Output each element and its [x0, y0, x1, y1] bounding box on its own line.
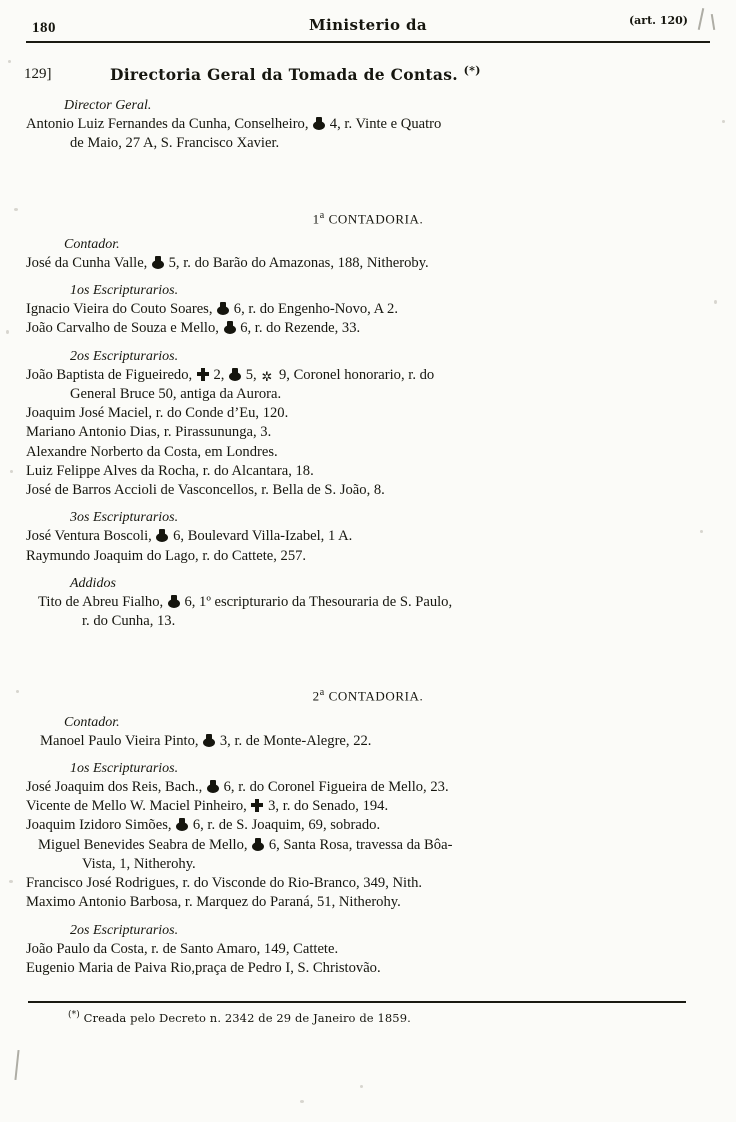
list-item: Maximo Antonio Barbosa, r. Marquez do Paraná, 51, Nitherohy.: [26, 894, 401, 911]
list-item: [24, 816, 712, 835]
entry-name: Joaquim Izidoro Simões,: [26, 817, 176, 834]
medal-icon: [313, 117, 325, 130]
role-label-director-geral: Director Geral.: [64, 98, 152, 113]
footnote-rule: [28, 1001, 686, 1003]
subsection-heading-contadoria-1: [24, 210, 712, 227]
entry-continuation: Vista, 1, Nitherohy.: [82, 855, 196, 872]
entry-detail: 6, Boulevard Villa-Izabel, 1 A.: [169, 528, 353, 545]
list-item: Luiz Felippe Alves da Rocha, r. do Alcantara, 18.: [26, 462, 314, 479]
entry-detail: 6, Santa Rosa, travessa da Bôa-: [265, 836, 453, 853]
entry-name: José Ventura Boscoli,: [26, 528, 156, 545]
medal-icon: [217, 302, 229, 315]
list-item: [24, 319, 712, 338]
list-item: [24, 732, 712, 751]
contadoria-1-ordinal: a: [319, 209, 325, 221]
list-item: Eugenio Maria de Paiva Rio,praça de Pedro I, S. Christovão.: [26, 959, 381, 976]
list-item: [24, 115, 712, 154]
list-item: José de Barros Accioli de Vasconcellos, r. Bella de S. João, 8.: [26, 482, 385, 499]
list-item: João Paulo da Costa, r. de Santo Amaro, 149, Cattete.: [26, 940, 339, 957]
contadoria-1-number: 1: [312, 210, 320, 226]
entry-detail-3: 9, Coronel honorario, r. do: [275, 366, 435, 383]
list-item: [24, 300, 712, 319]
entry-detail: 6, r. do Rezende, 33.: [236, 320, 361, 337]
star-icon: ✲: [261, 368, 273, 384]
list-item: [24, 778, 712, 797]
medal-icon: [203, 734, 215, 747]
entry-name: João Carvalho de Souza e Mello,: [26, 320, 223, 337]
entry-name: José Joaquim dos Reis, Bach.,: [26, 778, 206, 795]
role-label-2os-escripturarios-1: 2os Escripturarios.: [70, 348, 179, 364]
entry-detail: 6, r. de S. Joaquim, 69, sobrado.: [189, 817, 381, 834]
footnote-marker: (*): [68, 1010, 80, 1020]
role-label-2os-escripturarios-2: 2os Escripturarios.: [70, 922, 179, 938]
entry-name: Miguel Benevides Seabra de Mello,: [38, 836, 252, 853]
medal-icon: [224, 321, 236, 334]
contadoria-2-label: CONTADORIA.: [324, 688, 424, 704]
section-title-text: Directoria Geral da Tomada de Contas.: [110, 65, 458, 85]
entry-detail-2: 5,: [242, 366, 261, 383]
entry-detail: 5, r. do Barão do Amazonas, 188, Nitheroby.: [164, 254, 429, 271]
list-item: [24, 527, 712, 546]
role-label-addidos-1: Addidos: [70, 575, 116, 591]
cross-icon: [251, 799, 263, 812]
entry-detail: 6, r. do Coronel Figueira de Mello, 23.: [219, 778, 449, 795]
entry-name: José da Cunha Valle,: [26, 254, 151, 271]
list-item: [24, 836, 712, 875]
list-item: Francisco José Rodrigues, r. do Visconde do Rio-Branco, 349, Nith.: [26, 875, 423, 892]
list-item: Joaquim José Maciel, r. do Conde d’Eu, 120.: [26, 405, 289, 422]
page-header: [24, 14, 712, 40]
entry-name: Vicente de Mello W. Maciel Pinheiro,: [26, 798, 251, 815]
entry-detail: 3, r. de Monte-Alegre, 22.: [216, 732, 372, 749]
footnote-text: Creada pelo Decreto n. 2342 de 29 de Janeiro de 1859.: [79, 1010, 411, 1025]
medal-icon: [229, 368, 241, 381]
list-item: Raymundo Joaquim do Lago, r. do Cattete, 257.: [26, 547, 307, 564]
role-label-3os-escripturarios-1: 3os Escripturarios.: [70, 510, 179, 526]
entry-detail: 6, r. do Engenho-Novo, A 2.: [230, 301, 398, 318]
section-number: 129]: [24, 66, 52, 82]
article-reference: (art. 120): [628, 14, 688, 27]
medal-icon: [176, 818, 188, 831]
medal-icon: [156, 529, 168, 542]
entry-continuation: General Bruce 50, antiga da Aurora.: [70, 385, 282, 402]
contadoria-1-label: CONTADORIA.: [324, 210, 424, 226]
list-item: Alexandre Norberto da Costa, em Londres.: [26, 443, 278, 460]
footnote: [68, 1010, 411, 1025]
list-item: [24, 254, 712, 273]
entry-detail-1: 2,: [209, 366, 229, 383]
medal-icon: [168, 595, 180, 608]
running-title: Ministerio da: [308, 16, 428, 34]
section-title: [110, 64, 481, 84]
entry-name: Manoel Paulo Vieira Pinto,: [40, 732, 203, 749]
role-label-contador-2: Contador.: [64, 714, 120, 730]
entry-name: Tito de Abreu Fialho,: [38, 593, 167, 610]
list-item: [24, 797, 712, 816]
contadoria-2-ordinal: a: [319, 687, 325, 699]
medal-icon: [152, 256, 164, 269]
list-item: [24, 593, 712, 632]
entry-detail: 3, r. do Senado, 194.: [264, 798, 389, 815]
page-number: 180: [32, 20, 56, 36]
entry-continuation: de Maio, 27 A, S. Francisco Xavier.: [70, 135, 280, 152]
section-footnote-marker: (*): [463, 64, 481, 77]
entry-continuation: r. do Cunha, 13.: [82, 613, 176, 630]
medal-icon: [252, 838, 264, 851]
role-label-1os-escripturarios-1: 1os Escripturarios.: [70, 283, 179, 299]
header-rule: [26, 41, 710, 43]
list-item: Mariano Antonio Dias, r. Pirassununga, 3.: [26, 424, 272, 441]
entry-name: Antonio Luiz Fernandes da Cunha, Conselheiro,: [26, 116, 313, 132]
section-heading: [24, 64, 712, 88]
role-label-contador-1: Contador.: [64, 236, 120, 252]
entry-detail: 6, 1º escripturario da Thesouraria de S. Paulo,: [180, 593, 453, 610]
page-content: [24, 14, 712, 978]
medal-icon: [207, 780, 219, 793]
entry-detail: 4, r. Vinte e Quatro: [326, 116, 442, 132]
contadoria-2-number: 2: [312, 688, 320, 704]
entry-name: João Baptista de Figueiredo,: [26, 366, 196, 383]
subsection-heading-contadoria-2: [24, 687, 712, 704]
list-item: [24, 366, 712, 405]
role-label-1os-escripturarios-2: 1os Escripturarios.: [70, 760, 179, 776]
cross-icon: [197, 368, 209, 381]
entry-name: Ignacio Vieira do Couto Soares,: [26, 301, 217, 318]
